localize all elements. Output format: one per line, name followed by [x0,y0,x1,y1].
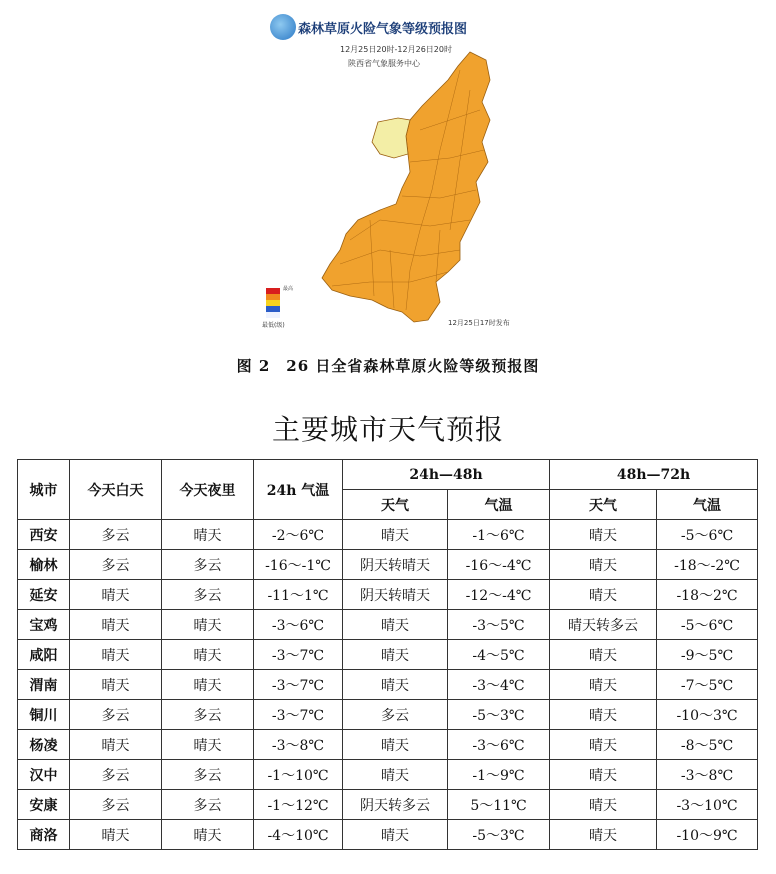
cell-city: 榆林 [18,550,70,580]
cell-temp-24h: -3～7℃ [254,700,343,730]
cell-temp-72h: -18～2℃ [657,580,758,610]
cell-temp-48h: -3～6℃ [448,730,550,760]
cell-weather-72h: 晴天转多云 [550,610,657,640]
legend-high-label: 最高 [283,286,294,292]
legend-low-label: 最低(级) [262,322,285,329]
table-row [18,760,758,790]
cell-temp-72h: -5～6℃ [657,610,758,640]
table-row [18,790,758,820]
cell-weather-48h: 晴天 [343,610,448,640]
table-row [18,730,758,760]
map-issuer: 陕西省气象服务中心 [348,59,420,68]
cell-weather-72h: 晴天 [550,820,657,850]
cell-temp-24h: -3～6℃ [254,610,343,640]
cell-weather-48h: 阴天转多云 [343,790,448,820]
legend-swatch [266,312,280,318]
cell-temp-24h: -16～-1℃ [254,550,343,580]
cell-weather-72h: 晴天 [550,550,657,580]
forecast-body [18,520,758,850]
cell-city: 商洛 [18,820,70,850]
province-region-high [322,52,490,322]
cell-weather-48h: 晴天 [343,520,448,550]
header-weather-72h: 天气 [550,490,657,520]
cell-temp-48h: -4～5℃ [448,640,550,670]
cell-night-weather: 晴天 [162,520,254,550]
cell-temp-72h: -3～10℃ [657,790,758,820]
cell-city: 杨凌 [18,730,70,760]
cell-day-weather: 晴天 [70,670,162,700]
cell-temp-24h: -11～1℃ [254,580,343,610]
fire-risk-map [0,0,776,340]
table-row [18,820,758,850]
table-row [18,640,758,670]
table-row [18,670,758,700]
cell-weather-48h: 多云 [343,700,448,730]
table-row [18,520,758,550]
cell-weather-48h: 晴天 [343,820,448,850]
cell-city: 安康 [18,790,70,820]
cell-day-weather: 多云 [70,760,162,790]
cell-day-weather: 晴天 [70,820,162,850]
cell-weather-48h: 晴天 [343,670,448,700]
header-temp-48h: 气温 [448,490,550,520]
cell-temp-48h: -12～-4℃ [448,580,550,610]
province-region-low [372,118,410,158]
table-row [18,580,758,610]
cell-night-weather: 晴天 [162,730,254,760]
map-release-time: 12月25日17时发布 [448,319,510,327]
cell-weather-72h: 晴天 [550,670,657,700]
header-city: 城市 [18,460,70,520]
cell-temp-24h: -1～12℃ [254,790,343,820]
cell-weather-48h: 阴天转晴天 [343,580,448,610]
map-title: 森林草原火险气象等级预报图 [298,22,468,37]
cell-temp-48h: -1～6℃ [448,520,550,550]
cell-day-weather: 晴天 [70,610,162,640]
cell-temp-72h: -5～6℃ [657,520,758,550]
header-weather-48h: 天气 [343,490,448,520]
cell-night-weather: 晴天 [162,820,254,850]
cell-day-weather: 多云 [70,790,162,820]
header-today-day: 今天白天 [70,460,162,520]
cell-temp-72h: -10～3℃ [657,700,758,730]
cell-weather-72h: 晴天 [550,640,657,670]
cell-day-weather: 晴天 [70,730,162,760]
cell-temp-48h: -5～3℃ [448,820,550,850]
cell-day-weather: 晴天 [70,640,162,670]
cell-temp-48h: -1～9℃ [448,760,550,790]
cell-weather-48h: 晴天 [343,640,448,670]
cell-temp-72h: -8～5℃ [657,730,758,760]
cell-temp-72h: -9～5℃ [657,640,758,670]
cell-temp-48h: -3～4℃ [448,670,550,700]
cell-city: 宝鸡 [18,610,70,640]
cell-city: 延安 [18,580,70,610]
cell-weather-48h: 阴天转晴天 [343,550,448,580]
header-today-night: 今天夜里 [162,460,254,520]
cell-day-weather: 多云 [70,700,162,730]
cell-city: 铜川 [18,700,70,730]
cell-temp-48h: 5～11℃ [448,790,550,820]
cell-night-weather: 多云 [162,580,254,610]
map-period: 12月25日20时-12月26日20时 [340,45,452,54]
cell-weather-72h: 晴天 [550,760,657,790]
header-24-48h: 24h—48h [343,460,550,490]
cell-day-weather: 多云 [70,550,162,580]
cell-night-weather: 多云 [162,760,254,790]
cell-temp-24h: -3～8℃ [254,730,343,760]
cell-night-weather: 晴天 [162,670,254,700]
cell-weather-48h: 晴天 [343,760,448,790]
cell-temp-72h: -10～9℃ [657,820,758,850]
cell-night-weather: 晴天 [162,610,254,640]
cell-city: 渭南 [18,670,70,700]
header-temp-72h: 气温 [657,490,758,520]
cell-temp-72h: -7～5℃ [657,670,758,700]
cell-night-weather: 多云 [162,550,254,580]
header-temp-24h: 24h 气温 [254,460,343,520]
cell-temp-24h: -2～6℃ [254,520,343,550]
cell-day-weather: 多云 [70,520,162,550]
cell-temp-24h: -3～7℃ [254,670,343,700]
cell-city: 西安 [18,520,70,550]
cell-temp-24h: -3～7℃ [254,640,343,670]
cell-weather-48h: 晴天 [343,730,448,760]
table-row [18,700,758,730]
cell-night-weather: 多云 [162,700,254,730]
cell-temp-48h: -3～5℃ [448,610,550,640]
cell-temp-24h: -1～10℃ [254,760,343,790]
cell-temp-24h: -4～10℃ [254,820,343,850]
cell-city: 汉中 [18,760,70,790]
cell-night-weather: 晴天 [162,640,254,670]
cell-weather-72h: 晴天 [550,700,657,730]
cell-weather-72h: 晴天 [550,730,657,760]
cell-temp-72h: -18～-2℃ [657,550,758,580]
city-forecast-table [17,459,758,850]
shaanxi-province-map [310,50,510,330]
section-heading: 主要城市天气预报 [271,413,504,446]
cell-temp-48h: -5～3℃ [448,700,550,730]
cell-weather-72h: 晴天 [550,790,657,820]
table-row [18,610,758,640]
cell-day-weather: 晴天 [70,580,162,610]
cell-temp-72h: -3～8℃ [657,760,758,790]
cell-weather-72h: 晴天 [550,580,657,610]
cell-temp-48h: -16～-4℃ [448,550,550,580]
risk-legend [266,288,280,318]
cell-night-weather: 多云 [162,790,254,820]
cell-city: 咸阳 [18,640,70,670]
weather-service-logo-icon [270,14,296,40]
table-row [18,550,758,580]
header-48-72h: 48h—72h [550,460,758,490]
figure-caption: 图 2 26 日全省森林草原火险等级预报图 [236,357,540,375]
cell-weather-72h: 晴天 [550,520,657,550]
